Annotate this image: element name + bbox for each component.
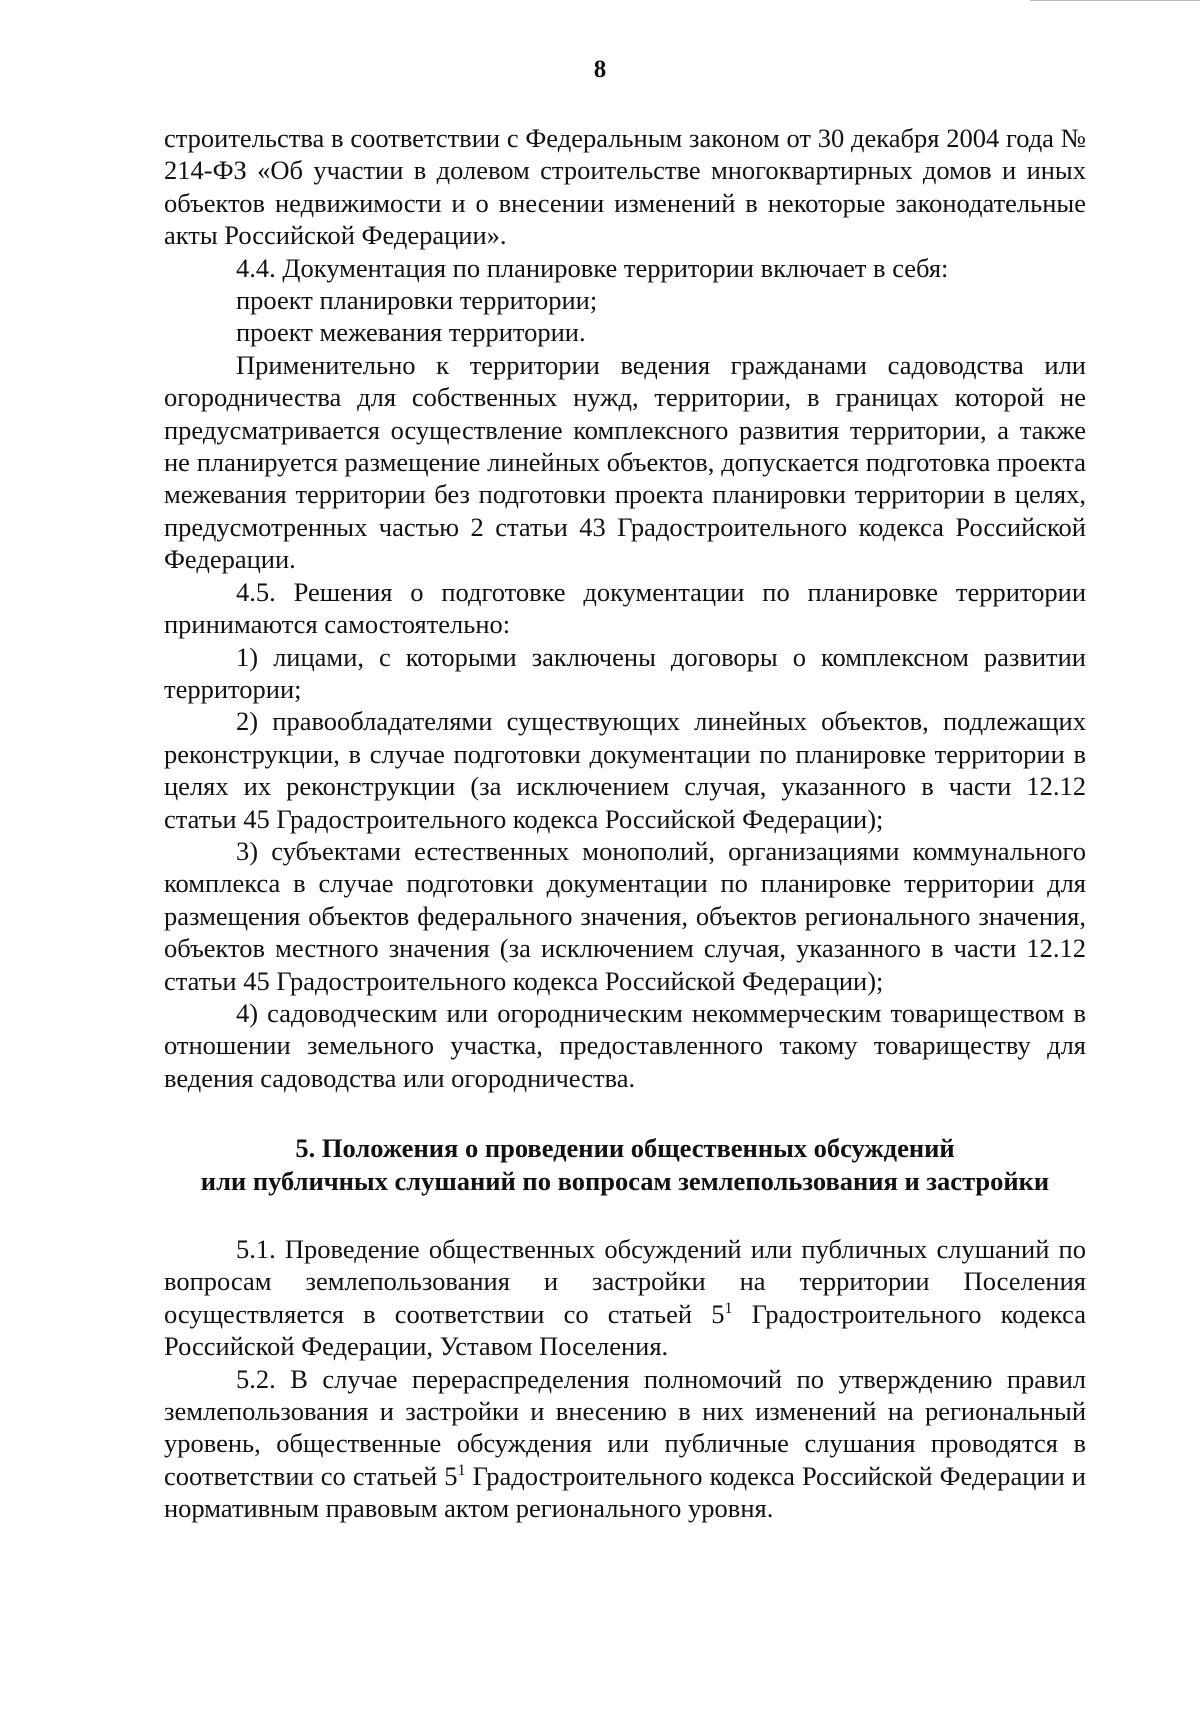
paragraph-gardening-territory: Применительно к территории ведения гражданами садоводства или огородничества для собственных нужд, территории, в границах которой не предусматривается осуществление комплексного развития территории, а также не планируется размещение линейных объектов, допускается подготовка проекта межевания территории без подготовки проекта планировки территории в целях, предусмотренных частью 2 статьи 43 Градостроительного кодекса Российской Федерации. <box>164 349 1086 575</box>
paragraph-4-4: 4.4. Документация по планировке территории включает в себя: <box>236 252 949 283</box>
scan-edge-line <box>1030 0 1200 1</box>
paragraph-5-1-superscript: 1 <box>724 1299 733 1317</box>
list-item-3: 3) субъектами естественных монополий, организациями коммунального комплекса в случае подготовки документации по планировке территории для размещения объектов федерального значения, объектов регионального значения, объектов местного значения (за исключением случая, указанного в части 12.12 статьи 45 Градостроительного кодекса Российской Федерации); <box>164 835 1086 996</box>
list-item-1: 1) лицами, с которыми заключены договоры о комплексном развитии территории; <box>164 641 1086 704</box>
list-item-planning-project: проект планировки территории; <box>236 285 598 316</box>
paragraph-5-1 <box>164 1233 1086 1363</box>
paragraph-continuation: строительства в соответствии с Федеральным законом от 30 декабря 2004 года № 214-ФЗ «Об участии в долевом строительстве многоквартирных домов и иных объектов недвижимости и о внесении изменений в некоторые законодательные акты Российской Федерации». <box>164 123 1086 251</box>
section-5-heading <box>164 1132 1086 1197</box>
list-item-2: 2) правообладателями существующих линейных объектов, подлежащих реконструкции, в случае подготовки документации по планировке территории в целях их реконструкции (за исключением случая, указанного в части 12.12 статьи 45 Градостроительного кодекса Российской Федерации); <box>164 706 1086 834</box>
section-5-heading-line-1: 5. Положения о проведении общественных обсуждений <box>295 1133 955 1164</box>
paragraph-5-2-superscript: 1 <box>457 1461 466 1479</box>
page-number: 8 <box>593 56 607 83</box>
paragraph-5-1-text-b: Градостроительного кодекса Российской Федерации, Уставом Поселения. <box>164 1298 1086 1362</box>
paragraph-5-2 <box>164 1363 1086 1525</box>
list-item-4: 4) садоводческим или огородническим некоммерческим товариществом в отношении земельного участка, предоставленного такому товариществу для ведения садоводства или огородничества. <box>164 997 1086 1093</box>
paragraph-4-5: 4.5. Решения о подготовке документации по планировке территории принимаются самостоятельно: <box>164 576 1086 640</box>
paragraph-5-1-text-a: 5.1. Проведение общественных обсуждений или публичных слушаний по вопросам землепользования и застройки на территории Поселения осуществляется в соответствии со статьей 5 <box>164 1234 1086 1329</box>
section-5-heading-line-2: или публичных слушаний по вопросам землепользования и застройки <box>200 1165 1050 1196</box>
paragraph-5-2-text-a: 5.2. В случае перераспределения полномочий по утверждению правил землепользования и застройки и внесению в них изменений на региональный уровень, общественные обсуждения или публичные слушания проводятся в соответствии со статьей 5 <box>164 1363 1086 1491</box>
paragraph-5-2-text-b: Градостроительного кодекса Российской Федерации и нормативным правовым актом регионального уровня. <box>164 1460 1086 1524</box>
document-body <box>164 122 1086 1525</box>
list-item-surveying-project: проект межевания территории. <box>236 317 586 348</box>
